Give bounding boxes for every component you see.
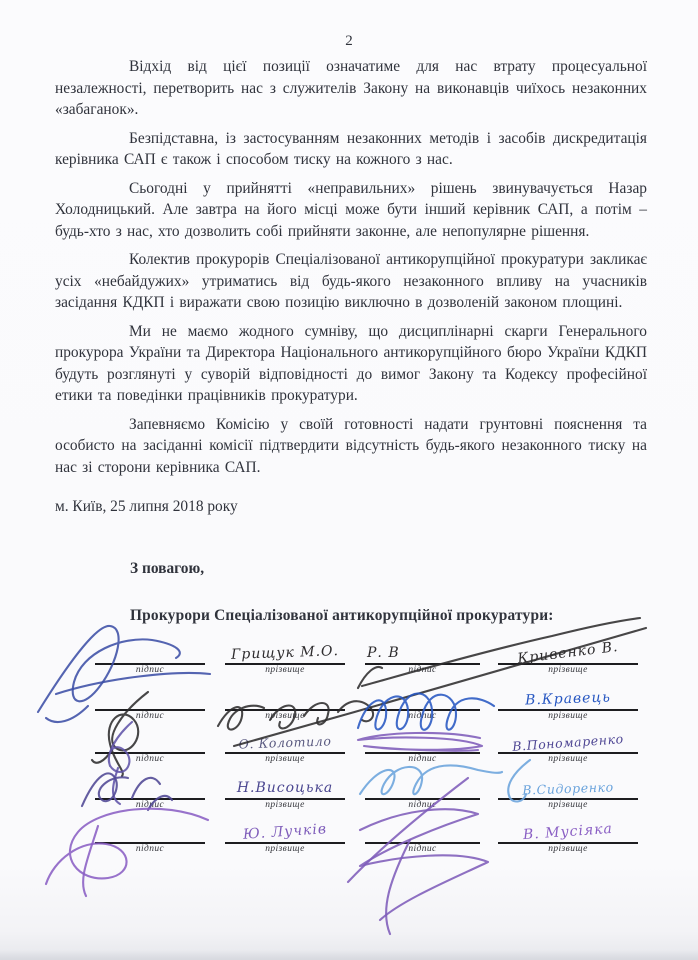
signature-cell	[365, 627, 480, 675]
signature-cell	[365, 716, 480, 764]
page-number: 2	[345, 33, 353, 49]
surname-cell	[498, 673, 638, 721]
signature-cell	[365, 762, 480, 810]
surname-text: Кривенко В.	[516, 638, 620, 668]
surname-text: В.Сидоренко	[522, 779, 614, 798]
signature-text: Р. В	[367, 645, 400, 661]
surname-cell	[498, 762, 638, 810]
signature-label: підпис	[408, 754, 437, 764]
signature-row	[0, 716, 698, 764]
surname-label: прізвище	[265, 711, 305, 721]
surname-cell	[225, 716, 345, 764]
signature-label: підпис	[408, 665, 437, 675]
surname-label: прізвище	[548, 711, 588, 721]
surname-label: прізвище	[548, 800, 588, 810]
surname-cell	[225, 806, 345, 854]
surname-cell	[498, 627, 638, 675]
surname-label: прізвище	[548, 844, 588, 854]
signature-row	[0, 806, 698, 854]
surname-cell	[225, 673, 345, 721]
paragraph: Сьогодні у прийнятті «неправильних» рішень звинувачується Назар Холодницький. Але завтра на його місці може бути інший керівник САП, а потім – будь-хто з нас, хто дозволить собі прийняти законне, але непопулярне рішення.	[55, 179, 647, 240]
surname-label: прізвище	[265, 665, 305, 675]
signers-heading: Прокурори Спеціалізованої антикорупційної прокуратури:	[130, 607, 554, 624]
signature-row	[0, 762, 698, 810]
signature-cell	[95, 806, 205, 854]
signature-label: підпис	[135, 711, 165, 721]
signature-cell	[365, 806, 480, 854]
surname-text: В.Пономаренко	[511, 731, 625, 754]
signature-label: підпис	[408, 800, 437, 810]
surname-label: прізвище	[265, 844, 305, 854]
surname-text: В.Кравець	[524, 689, 612, 709]
signature-label: підпис	[408, 711, 437, 721]
surname-cell	[498, 716, 638, 764]
paragraph: Ми не маємо жодного сумніву, що дисциплінарні скарги Генерального прокурора України та Директора Національного антикорупційного бюро України КДКП будуть розглянуті у суворій відповідності до вимог Закону та Кодексу професійної етики та поведінки працівників прокуратури.	[55, 322, 647, 404]
closing-salutation: З повагою,	[130, 560, 205, 577]
paragraph: Колектив прокурорів Спеціалізованої антикорупційної прокуратури закликає усіх «небайдужих» утриматись від будь-якого незаконного впливу на учасників засідання КДКП і виражати свою позицію виключно в дозволеній законом площині.	[55, 251, 647, 311]
surname-text: Н.Висоцька	[236, 780, 334, 796]
surname-label: прізвище	[265, 800, 305, 810]
signature-label: підпис	[135, 800, 165, 810]
surname-label: прізвище	[548, 665, 588, 675]
surname-text: Грищук М.О.	[230, 643, 340, 663]
paragraph: Безпідставна, із застосуванням незаконних методів і засобів дискредитація керівника САП є також і способом тиску на кожного з нас.	[55, 129, 647, 168]
signature-label: підпис	[408, 844, 437, 854]
signature-cell	[95, 762, 205, 810]
surname-label: прізвище	[265, 754, 305, 764]
signature-row	[0, 627, 698, 675]
signature-row	[0, 673, 698, 721]
surname-cell	[225, 762, 345, 810]
signature-label: підпис	[135, 844, 165, 854]
signature-cell	[95, 627, 205, 675]
signature-cell	[95, 716, 205, 764]
surname-text: О. Колотило	[238, 733, 332, 752]
surname-cell	[498, 806, 638, 854]
surname-cell	[225, 627, 345, 675]
dateline: м. Київ, 25 липня 2018 року	[55, 498, 238, 515]
surname-text: Ю. Лучків	[242, 821, 328, 843]
signature-label: підпис	[135, 754, 165, 764]
signature-label: підпис	[135, 665, 165, 675]
letter-body	[55, 56, 647, 485]
paragraph: Запевняємо Комісію у своїй готовності надати грунтовні пояснення та особисто на засіданні комісії підтвердити відсутність будь-якого незаконного тиску на нас зі сторони керівника САП.	[55, 415, 647, 476]
surname-text: В. Мусіяка	[522, 820, 614, 844]
signature-cell	[95, 673, 205, 721]
surname-label: прізвище	[548, 754, 588, 764]
paragraph: Відхід від цієї позиції означатиме для нас втрату процесуальної незалежності, перетворить нас з служителів Закону на виконавців чиїхось незаконних «забаганок».	[55, 58, 647, 118]
signature-cell	[365, 673, 480, 721]
page-bottom-edge	[0, 950, 698, 960]
